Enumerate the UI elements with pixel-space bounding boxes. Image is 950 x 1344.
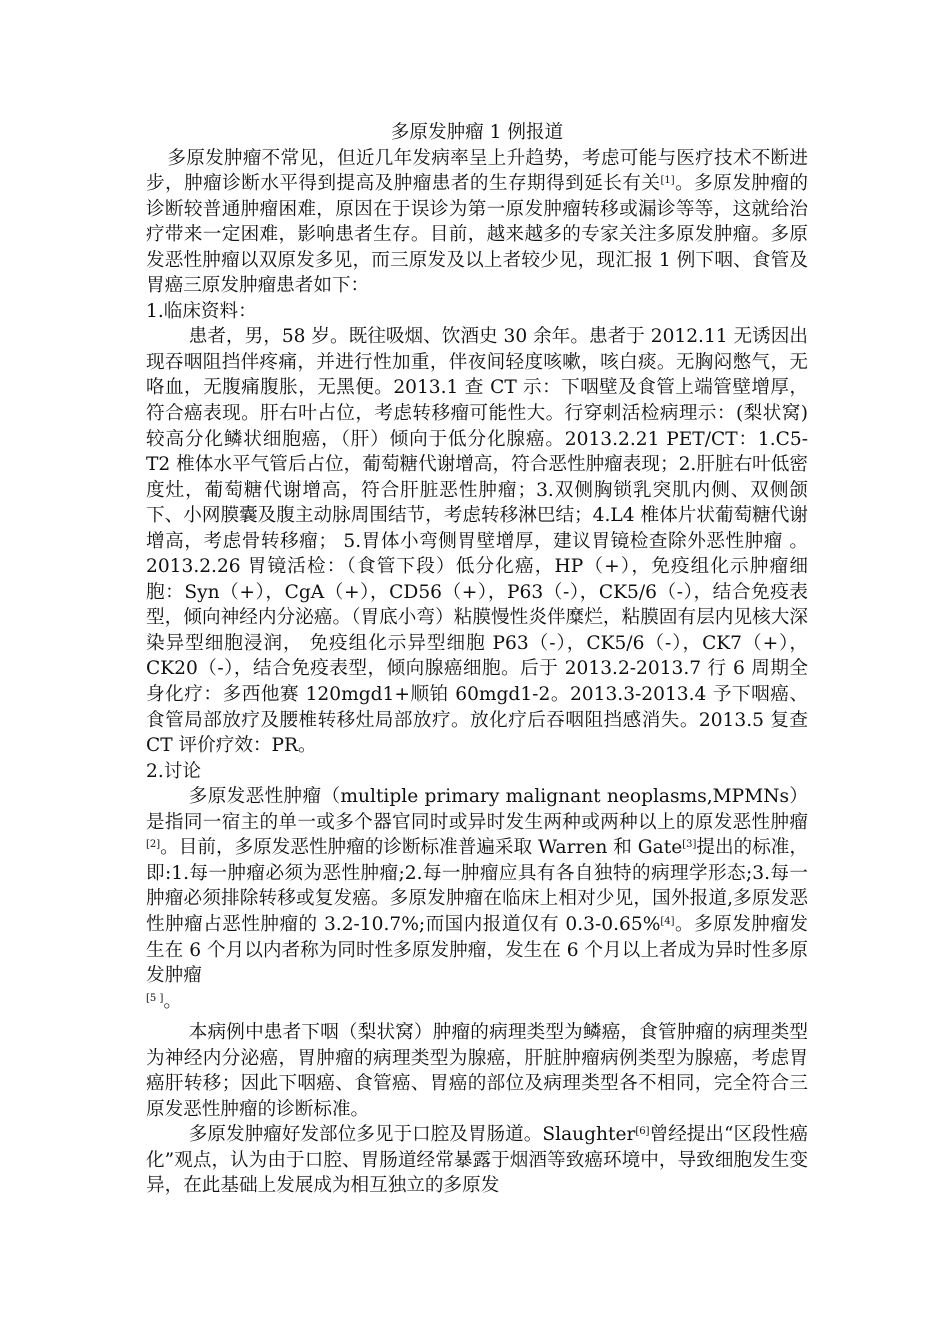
discussion-text-3: 提出的标准，即:1.每一肿瘤必须为恶性肿瘤;2.每一肿瘤应具有各自独特的病理学形态;3.每一肿瘤必须排除转移或复发癌。多原发肿瘤在临床上相对少见，国外报道,多原发恶性肿瘤占恶性肿瘤的 3.2-10.7%;而国内报道仅有 0.3-0.65% xyxy=(146,837,808,935)
discussion-paragraph-1 xyxy=(146,784,808,1014)
citation-6: [6] xyxy=(635,1126,650,1138)
citation-5: [5 ] xyxy=(146,992,164,1004)
discussion-text-5: 。 xyxy=(163,990,182,1012)
intro-paragraph xyxy=(146,146,808,299)
section1-heading: 1.临床资料： xyxy=(146,300,257,322)
citation-2: [2] xyxy=(146,839,161,851)
intro-text-1: 多原发肿瘤不常见，但近几年发病率呈上升趋势，考虑可能与医疗技术不断进步，肿瘤诊断水平得到提高及肿瘤患者的生存期得到延长有关 xyxy=(146,147,808,195)
clinical-data-paragraph: 患者，男，58 岁。既往吸烟、饮酒史 30 余年。患者于 2012.11 无诱因出现吞咽阻挡伴疼痛，并进行性加重，伴夜间轻度咳嗽，咳白痰。无胸闷憋气，无咯血，无腹痛腹胀，无黑便。2013.1 查 CT 示：下咽壁及食管上端管壁增厚，符合癌表现。肝右叶占位，考虑转移瘤可能性大。行穿刺活检病理示：(梨状窝)较高分化鳞状细胞癌，（肝）倾向于低分化腺癌。2013.2.21 PET/CT：1.C5-T2 椎体水平气管后占位，葡萄糖代谢增高，符合恶性肿瘤表现；2.肝脏右叶低密度灶，葡萄糖代谢增高，符合肝脏恶性肿瘤；3.双侧胸锁乳突肌内侧、双侧颌下、小网膜囊及腹主动脉周围结节，考虑转移淋巴结；4.L4 椎体片状葡萄糖代谢增高，考虑骨转移瘤； 5.胃体小弯侧胃壁增厚，建议胃镜检查除外恶性肿瘤 。2013.2.26 胃镜活检：（食管下段）低分化癌，HP（+），免疫组化示肿瘤细胞：Syn（+），CgA（+），CD56（+），P63（-），CK5/6（-），结合免疫表型，倾向神经内分泌癌。（胃底小弯）粘膜慢性炎伴糜烂，粘膜固有层内见核大深染异型细胞浸润， 免疫组化示异型细胞 P63（-），CK5/6（-），CK7（+），CK20（-），结合免疫表型，倾向腺癌细胞。后于 2013.2-2013.7 行 6 周期全身化疗：多西他赛 120mgd1+顺铂 60mgd1-2。2013.3-2013.4 予下咽癌、食管局部放疗及腰椎转移灶局部放疗。放化疗后吞咽阻挡感消失。2013.5 复查 CT 评价疗效：PR。 xyxy=(146,326,808,757)
discussion-paragraph-3 xyxy=(146,1122,808,1199)
section2-heading: 2.讨论 xyxy=(146,760,201,782)
discussion-text-2: 。目前，多原发恶性肿瘤的诊断标准普遍采取 Warren 和 Gate xyxy=(160,837,683,859)
discussion-p3-text-1: 多原发肿瘤好发部位多见于口腔及胃肠道。Slaughter xyxy=(188,1124,636,1146)
intro-text-2: 。多原发肿瘤的诊断较普通肿瘤困难，原因在于误诊为第一原发肿瘤转移或漏诊等等，这就给治疗带来一定困难，影响患者生存。目前，越来越多的专家关注多原发肿瘤。多原发恶性肿瘤以双原发多见，而三原发及以上者较少见，现汇报 1 例下咽、食管及胃癌三原发肿瘤患者如下： xyxy=(146,173,808,297)
citation-3: [3] xyxy=(682,839,697,851)
citation-4: [4] xyxy=(660,915,675,927)
discussion-text-1: 多原发恶性肿瘤（multiple primary malignant neoplasms,MPMNs）是指同一宿主的单一或多个器官同时或异时发生两种或两种以上的原发恶性肿瘤 xyxy=(146,786,808,833)
discussion-p3-text-2: 曾经提出“区段性癌化”观点，认为由于口腔、胃肠道经常暴露于烟酒等致癌环境中，导致细胞发生变异，在此基础上发展成为相互独立的多原发 xyxy=(146,1124,808,1197)
document-page xyxy=(146,120,808,1199)
discussion-text-4: 。多原发肿瘤发生在 6 个月以内者称为同时性多原发肿瘤，发生在 6 个月以上者成为异时性多原发肿瘤 xyxy=(146,913,808,987)
page-title: 多原发肿瘤 1 例报道 xyxy=(390,122,564,143)
citation-1: [1] xyxy=(660,175,675,187)
discussion-paragraph-2: 本病例中患者下咽（梨状窝）肿瘤的病理类型为鳞癌，食管肿瘤的病理类型为神经内分泌癌，胃肿瘤的病理类型为腺癌，肝脏肿瘤病例类型为腺癌，考虑胃癌肝转移；因此下咽癌、食管癌、胃癌的部位及病理类型各不相同，完全符合三原发恶性肿瘤的诊断标准。 xyxy=(146,1022,808,1120)
